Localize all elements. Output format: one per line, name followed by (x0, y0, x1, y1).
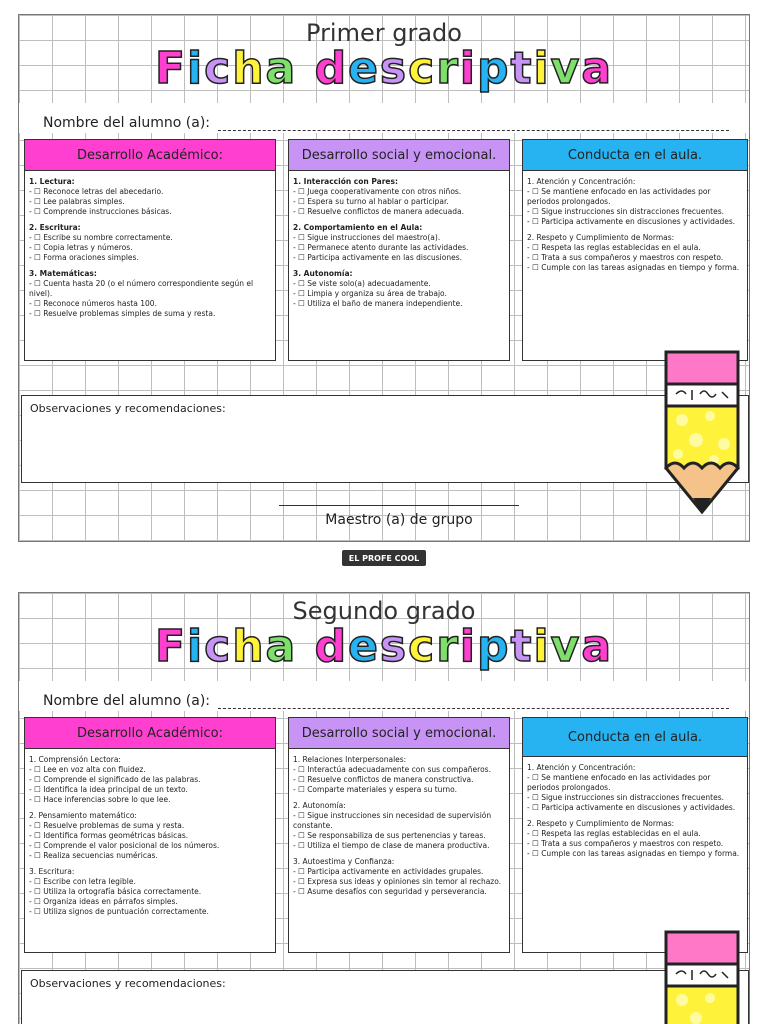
section-title: 1. Relaciones Interpersonales: (293, 755, 407, 764)
checklist-item[interactable]: - ☐ Cumple con las tareas asignadas en tiempo y forma. (527, 263, 740, 272)
section-title: 2. Autonomía: (293, 801, 346, 810)
checklist-item[interactable]: - ☐ Respeta las reglas establecidas en el aula. (527, 829, 701, 838)
student-name-row[interactable] (43, 109, 729, 131)
checklist-item[interactable]: - ☐ Reconoce números hasta 100. (29, 299, 157, 308)
ficha-title: Ficha descriptiva (154, 43, 614, 94)
checklist-item[interactable]: - ☐ Participa activamente en discusiones y actividades. (527, 803, 736, 812)
checklist-item[interactable]: - ☐ Cumple con las tareas asignadas en tiempo y forma. (527, 849, 740, 858)
academic-column (24, 139, 276, 361)
conduct-header: Conducta en el aula. (523, 718, 747, 757)
conduct-body (523, 757, 747, 863)
checklist-item[interactable]: - ☐ Respeta las reglas establecidas en el aula. (527, 243, 701, 252)
section-title: 1. Interacción con Pares: (293, 177, 398, 186)
observations-box[interactable] (21, 970, 749, 1024)
section-title: 2. Respeto y Cumplimiento de Normas: (527, 819, 675, 828)
checklist-item[interactable]: - ☐ Utiliza el baño de manera independiente. (293, 299, 463, 308)
checklist-item[interactable]: - ☐ Cuenta hasta 20 (o el número correspondiente según el nivel). (29, 279, 254, 298)
ficha-segundo-grado (18, 592, 750, 1024)
checklist-item[interactable]: - ☐ Se viste solo(a) adecuadamente. (293, 279, 431, 288)
checklist-item[interactable]: - ☐ Forma oraciones simples. (29, 253, 139, 262)
checklist-item[interactable]: - ☐ Hace inferencias sobre lo que lee. (29, 795, 171, 804)
conduct-body (523, 171, 747, 277)
section-title: 2. Pensamiento matemático: (29, 811, 137, 820)
conduct-column (522, 139, 748, 361)
checklist-item[interactable]: - ☐ Juega cooperativamente con otros niños. (293, 187, 462, 196)
checklist-item[interactable]: - ☐ Escribe con letra legible. (29, 877, 136, 886)
checklist-item[interactable]: - ☐ Comprende el significado de las palabras. (29, 775, 201, 784)
social-header: Desarrollo social y emocional. (289, 718, 509, 749)
checklist-item[interactable]: - ☐ Participa activamente en actividades grupales. (293, 867, 484, 876)
student-name-line[interactable] (218, 696, 729, 709)
checklist-item[interactable]: - ☐ Utiliza la ortografía básica correctamente. (29, 887, 202, 896)
checklist-item[interactable]: - ☐ Comparte materiales y espera su turno. (293, 785, 457, 794)
academic-header: Desarrollo Académico: (25, 140, 275, 171)
teacher-signature (279, 505, 519, 528)
checklist-item[interactable]: - ☐ Sigue instrucciones sin necesidad de supervisión constante. (293, 811, 492, 830)
checklist-item[interactable]: - ☐ Lee palabras simples. (29, 197, 125, 206)
checklist-item[interactable]: - ☐ Copia letras y números. (29, 243, 133, 252)
checklist-item[interactable]: - ☐ Resuelve conflictos de manera adecuada. (293, 207, 464, 216)
social-header: Desarrollo social y emocional. (289, 140, 509, 171)
social-body (289, 171, 509, 313)
section-title: 3. Escritura: (29, 867, 75, 876)
checklist-item[interactable]: - ☐ Sigue instrucciones sin distracciones frecuentes. (527, 207, 724, 216)
checklist-item[interactable]: - ☐ Identifica la idea principal de un texto. (29, 785, 188, 794)
grade-title: Primer grado (306, 19, 462, 47)
checklist-item[interactable]: - ☐ Se mantiene enfocado en las actividades por periodos prolongados. (527, 187, 711, 206)
checklist-item[interactable]: - ☐ Resuelve problemas de suma y resta. (29, 821, 185, 830)
checklist-item[interactable]: - ☐ Sigue instrucciones sin distracciones frecuentes. (527, 793, 724, 802)
checklist-item[interactable]: - ☐ Trata a sus compañeros y maestros con respeto. (527, 253, 724, 262)
social-column (288, 139, 510, 361)
checklist-item[interactable]: - ☐ Reconoce letras del abecedario. (29, 187, 164, 196)
section-title: 2. Comportamiento en el Aula: (293, 223, 423, 232)
checklist-item[interactable]: - ☐ Expresa sus ideas y opiniones sin temor al rechazo. (293, 877, 502, 886)
el-profe-cool-logo: EL PROFE COOL (342, 550, 426, 566)
checklist-item[interactable]: - ☐ Identifica formas geométricas básicas. (29, 831, 189, 840)
checklist-item[interactable]: - ☐ Limpia y organiza su área de trabajo. (293, 289, 447, 298)
section-title: 3. Autoestima y Confianza: (293, 857, 395, 866)
checklist-item[interactable]: - ☐ Comprende el valor posicional de los números. (29, 841, 220, 850)
grade-title: Segundo grado (292, 597, 476, 625)
pencil-icon (662, 930, 742, 1024)
checklist-item[interactable]: - ☐ Participa activamente en discusiones y actividades. (527, 217, 736, 226)
observations-box[interactable] (21, 395, 749, 483)
section-title: 1. Atención y Concentración: (527, 763, 636, 772)
checklist-item[interactable]: - ☐ Participa activamente en las discusiones. (293, 253, 463, 262)
section-title: 1. Comprensión Lectora: (29, 755, 121, 764)
academic-header: Desarrollo Académico: (25, 718, 275, 749)
academic-body (25, 171, 275, 323)
checklist-item[interactable]: - ☐ Organiza ideas en párrafos simples. (29, 897, 178, 906)
checklist-item[interactable]: - ☐ Se responsabiliza de sus pertenencias y tareas. (293, 831, 486, 840)
checklist-item[interactable]: - ☐ Utiliza el tiempo de clase de manera productiva. (293, 841, 490, 850)
student-name-label: Nombre del alumno (a): (43, 115, 211, 131)
checklist-item[interactable]: - ☐ Trata a sus compañeros y maestros con respeto. (527, 839, 724, 848)
conduct-column (522, 717, 748, 953)
teacher-label: Maestro (a) de grupo (325, 512, 473, 528)
pencil-icon (662, 350, 742, 516)
section-title: 2. Escritura: (29, 223, 81, 232)
academic-column (24, 717, 276, 953)
ficha-title: Ficha descriptiva (154, 621, 614, 672)
observations-label: Observaciones y recomendaciones: (30, 977, 226, 990)
observations-label: Observaciones y recomendaciones: (30, 402, 226, 415)
ficha-primer-grado (18, 14, 750, 542)
checklist-item[interactable]: - ☐ Se mantiene enfocado en las actividades por periodos prolongados. (527, 773, 711, 792)
student-name-row[interactable] (43, 687, 729, 709)
checklist-item[interactable]: - ☐ Utiliza signos de puntuación correctamente. (29, 907, 209, 916)
academic-body (25, 749, 275, 921)
checklist-item[interactable]: - ☐ Resuelve problemas simples de suma y resta. (29, 309, 216, 318)
checklist-item[interactable]: - ☐ Escribe su nombre correctamente. (29, 233, 173, 242)
checklist-item[interactable]: - ☐ Asume desafíos con seguridad y perseverancia. (293, 887, 487, 896)
student-name-line[interactable] (218, 118, 729, 131)
student-name-label: Nombre del alumno (a): (43, 693, 211, 709)
checklist-item[interactable]: - ☐ Lee en voz alta con fluidez. (29, 765, 146, 774)
checklist-item[interactable]: - ☐ Realiza secuencias numéricas. (29, 851, 158, 860)
signature-line (279, 505, 519, 506)
checklist-item[interactable]: - ☐ Espera su turno al hablar o participar. (293, 197, 449, 206)
section-title: 3. Autonomía: (293, 269, 353, 278)
checklist-item[interactable]: - ☐ Comprende instrucciones básicas. (29, 207, 172, 216)
section-title: 2. Respeto y Cumplimiento de Normas: (527, 233, 675, 242)
checklist-item[interactable]: - ☐ Resuelve conflictos de manera constructiva. (293, 775, 474, 784)
checklist-item[interactable]: - ☐ Permanece atento durante las actividades. (293, 243, 469, 252)
social-body (289, 749, 509, 901)
section-title: 1. Atención y Concentración: (527, 177, 636, 186)
section-title: 3. Matemáticas: (29, 269, 97, 278)
conduct-header: Conducta en el aula. (523, 140, 747, 171)
social-column (288, 717, 510, 953)
checklist-item[interactable]: - ☐ Sigue instrucciones del maestro(a). (293, 233, 441, 242)
section-title: 1. Lectura: (29, 177, 75, 186)
checklist-item[interactable]: - ☐ Interactúa adecuadamente con sus compañeros. (293, 765, 491, 774)
